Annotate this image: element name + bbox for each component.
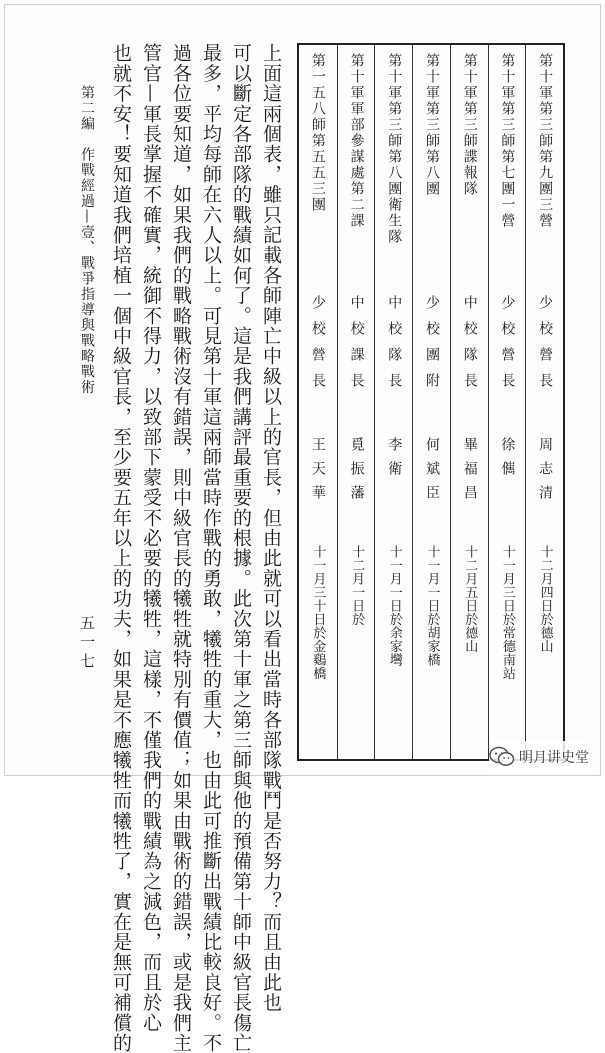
table-cell-rank: 中校課長 — [348, 295, 365, 399]
body-text-column-2: 可以斷定各部隊的戰績如何了。這是我們講評最重要的根據。此次第十軍之第三師與他的預備第十師中級官長傷亡 — [230, 43, 252, 1053]
body-text-column-3: 最多，平均每師在六人以上。可見第十軍這兩師當時作戰的勇敢，犧牲的重大，也由此可推斷出戰績比較良好。不 — [200, 43, 222, 1053]
table-cell-unit: 第十軍第三師諜報隊 — [461, 53, 478, 197]
casualty-table — [297, 43, 565, 761]
body-text-column-5: 管官—軍長掌握不確實，統御不得力，以致部下蒙受不必要的犧牲，這樣，不僅我們的戰績為之減色，而且於心 — [140, 43, 162, 1033]
table-cell-rank: 少校營長 — [499, 295, 516, 399]
watermark-text: 明月讲史堂 — [519, 750, 589, 766]
table-cell-unit: 第十軍第三師第九團三營 — [537, 53, 554, 229]
table-cell-date: 十二月五日於德山 — [462, 545, 478, 653]
table-cell-unit: 第十軍軍部參謀處第二課 — [348, 53, 365, 229]
table-cell-name: 李衛 — [386, 437, 403, 485]
table-cell-name: 何斌臣 — [424, 437, 440, 509]
table-cell-name: 周志清 — [537, 437, 554, 509]
body-text-column-1: 上面這兩個表，雖只記載各師陣亡中級以上的官長，但由此就可以看出當時各部隊戰鬥是否努力？而且由此也 — [260, 43, 282, 1013]
table-cell-date: 十二月四日於德山 — [537, 545, 553, 653]
table-cell-name: 畢福昌 — [461, 437, 478, 509]
table-cell-rank: 少校團附 — [424, 295, 440, 399]
running-header: 第二編 作戰經過—壹、戰爭指導與戰略戰術 — [79, 85, 95, 395]
table-cell-unit: 第十軍第三師第八團衛生隊 — [386, 53, 403, 245]
page-scan — [4, 4, 601, 1053]
table-row — [299, 45, 337, 759]
table-cell-date: 十一月一日於胡家橋 — [424, 545, 440, 667]
body-text-column-4: 過各位要知道，如果我們的戰略戰術沒有錯誤，則中級官長的犧牲就特別有價值；如果由戰術的錯誤，或是我們主 — [170, 43, 192, 1053]
table-cell-date: 十一月一日於余家壪 — [386, 545, 402, 667]
table-cell-unit: 第十軍第三師第八團 — [424, 53, 440, 197]
table-cell-date: 十一月三日於常德南站 — [499, 545, 515, 680]
wechat-icon — [489, 746, 515, 768]
page-number: 五一七 — [78, 615, 96, 672]
table-cell-rank: 中校隊長 — [386, 295, 403, 399]
body-text-column-6: 也就不安！要知道我們培植一個中級官長，至少要五年以上的功夫，如果是不應犧牲而犧牲了，實在是無可補償的 — [110, 43, 132, 1053]
table-cell-name: 徐㒞 — [499, 437, 516, 485]
table-cell-unit: 第十軍第三師第七團一營 — [499, 53, 516, 229]
table-cell-date: 十一月三十日於金鷄橋 — [310, 545, 326, 680]
table-cell-name: 王天華 — [309, 437, 326, 509]
table-cell-unit: 第一五八師第五五三團 — [309, 53, 326, 213]
table-cell-rank: 中校隊長 — [461, 295, 478, 399]
table-cell-name: 覓振藩 — [348, 437, 365, 509]
table-cell-rank: 少校營長 — [537, 295, 554, 399]
table-cell-date: 十二月一日於 — [349, 545, 365, 626]
watermark — [489, 741, 589, 773]
table-cell-rank: 少校營長 — [309, 295, 326, 399]
